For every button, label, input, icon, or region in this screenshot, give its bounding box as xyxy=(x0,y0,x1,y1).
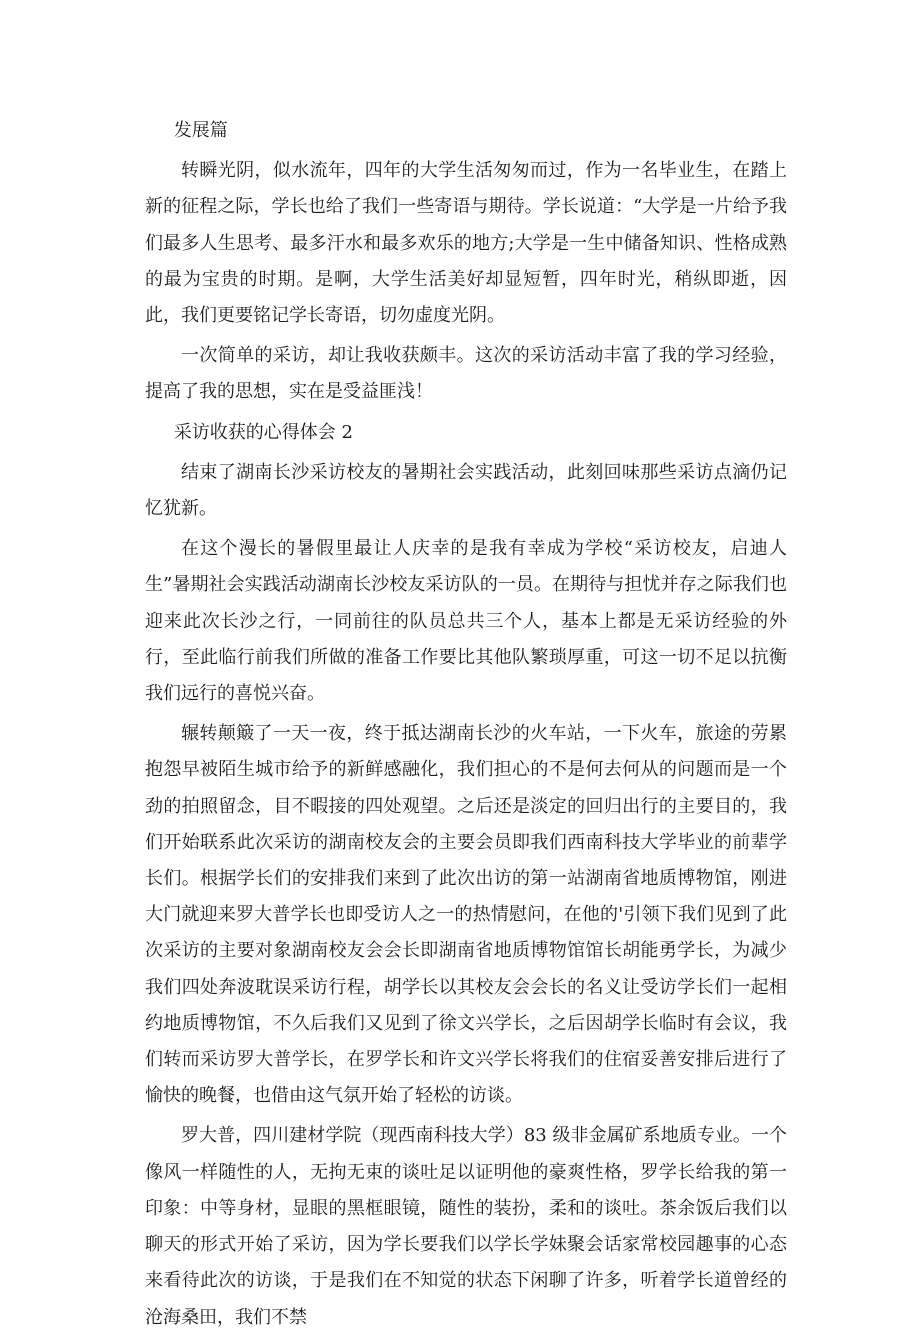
section-heading: 采访收获的心得体会 2 xyxy=(173,421,353,443)
paragraph: 一次简单的采访，却让我收获颇丰。这次的采访活动丰富了我的学习经验，提高了我的思想，实在是受益匪浅！ xyxy=(145,345,787,403)
paragraph: 在这个漫长的暑假里最让人庆幸的是我有幸成为学校“采访校友，启迪人生”暑期社会实践活动湖南长沙校友采访队的一员。在期待与担忧并存之际我们也迎来此次长沙之行，一同前往的队员总共三个人，基本上都是无采访经验的外行，至此临行前我们所做的准备工作要比其他队繁琐厚重，可这一切不足以抗衡我们远行的喜悦兴奋。 xyxy=(145,538,787,705)
section-heading: 发展篇 xyxy=(173,120,228,141)
paragraph: 转瞬光阴，似水流年，四年的大学生活匆匆而过，作为一名毕业生，在踏上新的征程之际，学长也给了我们一些寄语与期待。学长说道：“大学是一片给予我们最多人生思考、最多汗水和最多欢乐的地方;大学是一生中储备知识、性格成熟的最为宝贵的时期。是啊，大学生活美好却显短暂，四年时光，稍纵即逝，因此，我们更要铭记学长寄语，切勿虚度光阴。 xyxy=(145,160,787,327)
paragraph: 辗转颠簸了一天一夜，终于抵达湖南长沙的火车站，一下火车，旅途的劳累抱怨早被陌生城市给予的新鲜感融化，我们担心的不是何去何从的问题而是一个劲的拍照留念，目不暇接的四处观望。之后还是淡定的回归出行的主要目的，我们开始联系此次采访的湖南校友会的主要会员即我们西南科技大学毕业的前辈学长们。根据学长们的安排我们来到了此次出访的第一站湖南省地质博物馆，刚进大门就迎来罗大普学长也即受访人之一的热情慰问，在他的'引领下我们见到了此次采访的主要对象湖南校友会会长即湖南省地质博物馆馆长胡能勇学长，为减少我们四处奔波耽误采访行程，胡学长以其校友会会长的名义让受访学长们一起相约地质博物馆，不久后我们又见到了徐文兴学长，之后因胡学长临时有会议，我们转而采访罗大普学长，在罗学长和许文兴学长将我们的住宿妥善安排后进行了愉快的晚餐，也借由这气氛开始了轻松的访谈。 xyxy=(145,723,787,1107)
paragraph: 结束了湖南长沙采访校友的暑期社会实践活动，此刻回味那些采访点滴仍记忆犹新。 xyxy=(145,461,787,520)
document-body xyxy=(145,113,787,1336)
paragraph: 罗大普，四川建材学院（现西南科技大学）83 级非金属矿系地质专业。一个像风一样随性的人，无拘无束的谈吐足以证明他的豪爽性格，罗学长给我的第一印象：中等身材，显眼的黑框眼镜，随性的装扮，柔和的谈吐。茶余饭后我们以聊天的形式开始了采访，因为学长要我们以学长学妹聚会话家常校园趣事的心态来看待此次的访谈，于是我们在不知觉的状态下闲聊了许多，听着学长道曾经的沧海桑田，我们不禁 xyxy=(145,1125,787,1328)
